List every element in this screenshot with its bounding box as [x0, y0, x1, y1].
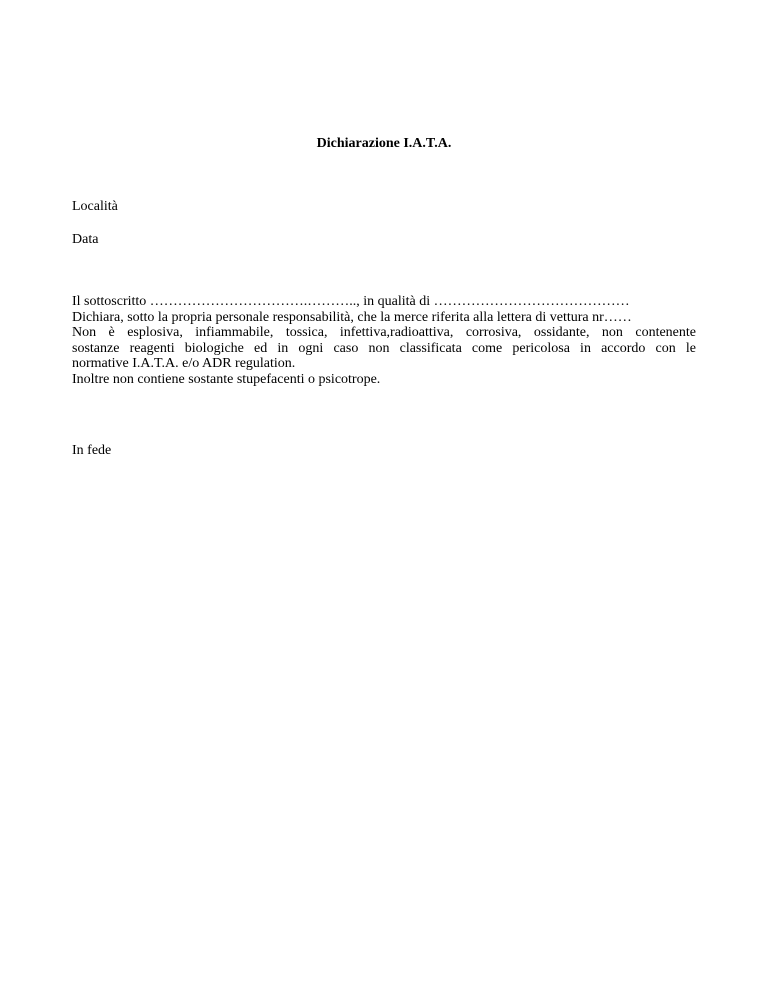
- closing-signature: In fede: [72, 443, 112, 458]
- declaration-line-narcotics: Inoltre non contiene sostante stupefacenti o psicotrope.: [72, 371, 381, 387]
- declaration-line-properties: Non è esplosiva, infiammabile, tossica, infettiva,radioattiva, corrosiva, ossidante, non contenente: [72, 325, 696, 340]
- data-label: Data: [72, 232, 99, 247]
- localita-label: Località: [72, 199, 118, 214]
- document-title: Dichiarazione I.A.T.A.: [316, 136, 452, 151]
- declaration-line-statement: Dichiara, sotto la propria personale responsabilità, che la merce riferita alla lettera di vettura nr……: [72, 309, 632, 325]
- declaration-line-signatory: Il sottoscritto …………………………….……….., in qualità di ……………………………………: [72, 294, 630, 309]
- declaration-line-regulation: normative I.A.T.A. e/o ADR regulation.: [72, 356, 296, 371]
- declaration-body: [72, 294, 696, 387]
- declaration-line-classification: sostanze reagenti biologiche ed in ogni caso non classificata come pericolosa in accordo con le: [72, 340, 696, 356]
